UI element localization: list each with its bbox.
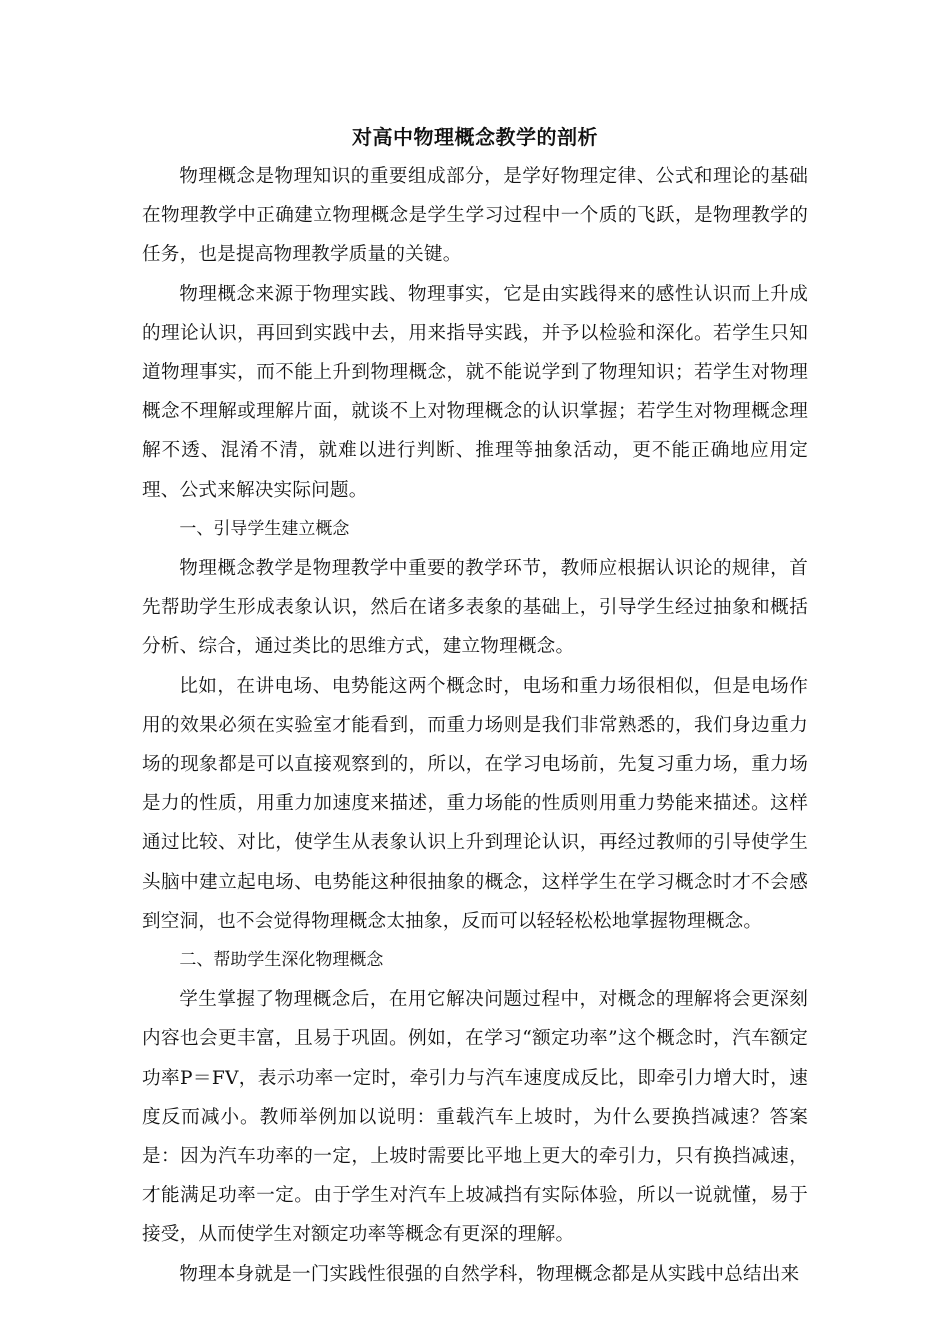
paragraph-concept-origin: 物理概念来源于物理实践、物理事实，它是由实践得来的感性认识而上升成的理论认识，再回到实践中去，用来指导实践，并予以检验和深化。若学生只知道物理事实，而不能上升到物理概念，就不能说学到了物理知识；若学生对物理概念不理解或理解片面，就谈不上对物理概念的认识掌握；若学生对物理概念理解不透、混淆不清，就难以进行判断、推理等抽象活动，更不能正确地应用定理、公式来解决实际问题。	[142, 283, 808, 501]
paragraph-concept-teaching: 物理概念教学是物理教学中重要的教学环节，教师应根据认识论的规律，首先帮助学生形成表象认识，然后在诸多表象的基础上，引导学生经过抽象和概括分析、综合，通过类比的思维方式，建立物理概念。	[142, 558, 808, 658]
section-heading-1: 一、引导学生建立概念	[179, 518, 350, 539]
paragraph-rated-power-example: 学生掌握了物理概念后，在用它解决问题过程中，对概念的理解将会更深刻内容也会更丰富，且易于巩固。例如，在学习“额定功率”这个概念时，汽车额定功率P＝FV，表示功率一定时，牵引力与汽车速度成反比，即牵引力增大时，速度反而减小。教师举例加以说明：重载汽车上坡时，为什么要换挡减速？答案是：因为汽车功率的一定，上坡时需要比平地上更大的牵引力，只有换挡减速，才能满足功率一定。由于学生对汽车上坡减挡有实际体验，所以一说就懂，易于接受，从而使学生对额定功率等概念有更深的理解。	[142, 989, 808, 1246]
paragraph-intro: 物理概念是物理知识的重要组成部分，是学好物理定律、公式和理论的基础在物理教学中正确建立物理概念是学生学习过程中一个质的飞跃，是物理教学的任务，也是提高物理教学质量的关键。	[142, 166, 808, 266]
document-body	[142, 122, 808, 1294]
section-heading-2: 二、帮助学生深化物理概念	[179, 950, 384, 971]
paragraph-electric-field-example: 比如，在讲电场、电势能这两个概念时，电场和重力场很相似，但是电场作用的效果必须在实验室才能看到，而重力场则是我们非常熟悉的，我们身边重力场的现象都是可以直接观察到的，所以，在学习电场前，先复习重力场，重力场是力的性质，用重力加速度来描述，重力场能的性质则用重力势能来描述。这样通过比较、对比，使学生从表象认识上升到理论认识，再经过教师的引导使学生头脑中建立起电场、电势能这种很抽象的概念，这样学生在学习概念时才不会感到空洞，也不会觉得物理概念太抽象，反而可以轻轻松松地掌握物理概念。	[142, 675, 808, 932]
paragraph-practice: 物理本身就是一门实践性很强的自然学科，物理概念都是从实践中总结出来	[179, 1263, 800, 1285]
document-title: 对高中物理概念教学的剖析	[352, 125, 598, 149]
